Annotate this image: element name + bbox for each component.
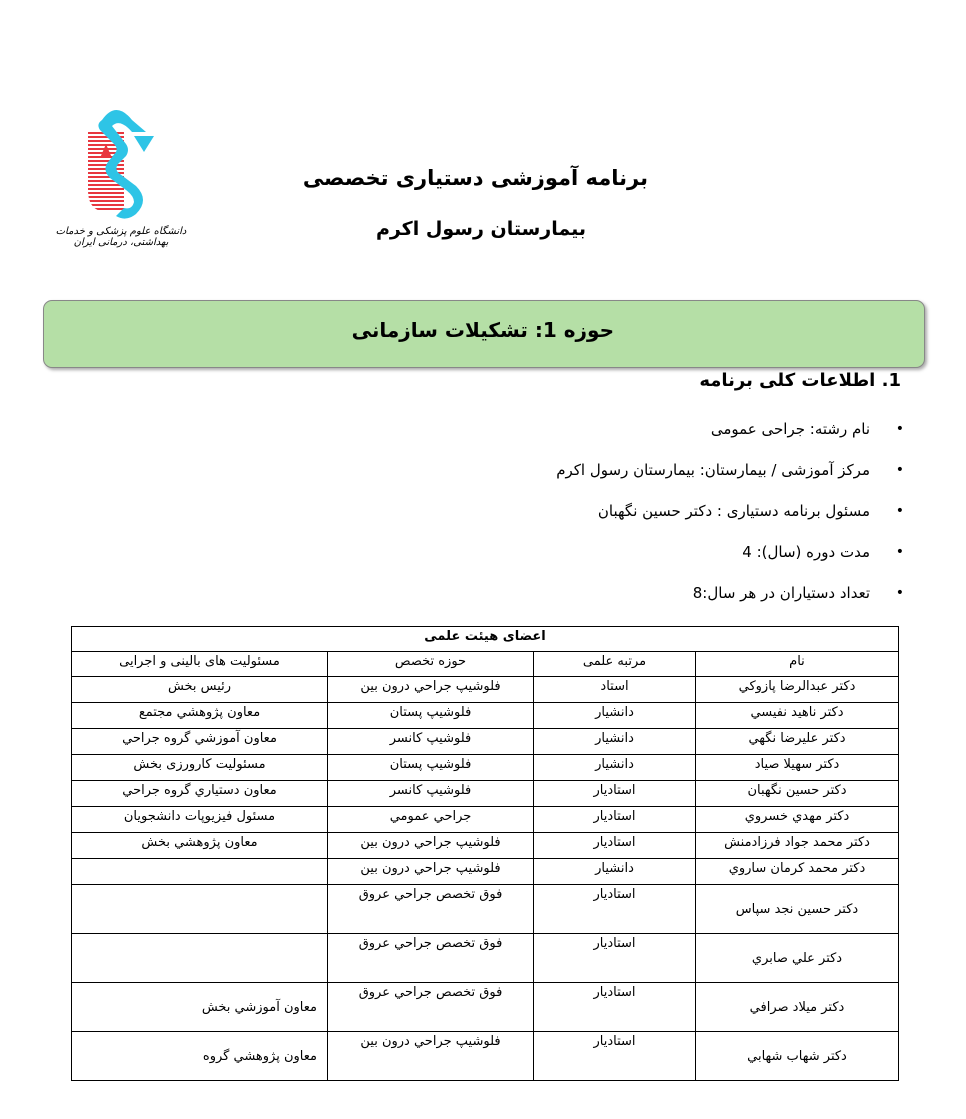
faculty-responsibility-cell: مسئوليت كارورزی بخش xyxy=(72,755,328,781)
faculty-name-cell: دکتر حسين نجد سپاس xyxy=(696,885,899,934)
faculty-rank-cell: استاديار xyxy=(534,983,696,1032)
list-item: • مدت دوره (سال): 4 xyxy=(556,535,870,576)
bullet-icon: • xyxy=(895,544,904,560)
table-row xyxy=(72,807,899,833)
faculty-specialty-cell: فلوشيپ جراحي درون بين xyxy=(328,859,534,885)
list-item: • مسئول برنامه دستیاری : دکتر حسین نگهبان xyxy=(556,494,870,535)
table-row xyxy=(72,934,899,983)
faculty-specialty-cell: فوق تخصص جراحي عروق xyxy=(328,983,534,1032)
section-title: حوزه 1: تشکیلات سازمانی xyxy=(351,318,614,342)
faculty-name-cell: دکتر عليرضا نگهي xyxy=(696,729,899,755)
table-row xyxy=(72,885,899,934)
list-item: • تعداد دستیاران در هر سال:8 xyxy=(556,576,870,617)
list-item: • نام رشته: جراحی عمومی xyxy=(556,412,870,453)
faculty-rank-cell: استاديار xyxy=(534,1032,696,1081)
faculty-name-cell: دکتر محمد كرمان ساروي xyxy=(696,859,899,885)
table-row xyxy=(72,859,899,885)
faculty-specialty-cell: فلوشيپ جراحي درون بين xyxy=(328,677,534,703)
column-header-name: نام xyxy=(696,652,899,677)
faculty-rank-cell: استاديار xyxy=(534,885,696,934)
faculty-responsibility-cell: معاون پژوهشي گروه xyxy=(72,1032,328,1081)
table-row xyxy=(72,1032,899,1081)
faculty-rank-cell: دانشيار xyxy=(534,755,696,781)
faculty-specialty-cell: فلوشيپ پستان xyxy=(328,703,534,729)
faculty-responsibility-cell xyxy=(72,885,328,934)
faculty-table xyxy=(71,626,899,1081)
faculty-responsibility-cell: رئيس بخش xyxy=(72,677,328,703)
faculty-responsibility-cell: مسئول فيزيوپات دانشجويان xyxy=(72,807,328,833)
faculty-name-cell: دکتر شهاب شهابي xyxy=(696,1032,899,1081)
faculty-rank-cell: دانشيار xyxy=(534,859,696,885)
faculty-name-cell: دکتر حسين نگهبان xyxy=(696,781,899,807)
faculty-name-cell: دکتر سهيلا صياد xyxy=(696,755,899,781)
table-caption: اعضای هیئت علمی xyxy=(72,627,899,652)
faculty-specialty-cell: فوق تخصص جراحي عروق xyxy=(328,885,534,934)
faculty-responsibility-cell xyxy=(72,934,328,983)
general-info-list xyxy=(556,412,904,617)
column-header-responsibility: مسئولیت های بالینی و اجرایی xyxy=(72,652,328,677)
faculty-specialty-cell: فلوشيپ جراحي درون بين xyxy=(328,833,534,859)
faculty-responsibility-cell: معاون دستياري گروه جراحي xyxy=(72,781,328,807)
faculty-responsibility-cell: معاون آموزشي بخش xyxy=(72,983,328,1032)
faculty-name-cell: دکتر ميلاد صرافي xyxy=(696,983,899,1032)
bullet-icon: • xyxy=(895,421,904,437)
faculty-rank-cell: استاديار xyxy=(534,833,696,859)
faculty-specialty-cell: جراحي عمومي xyxy=(328,807,534,833)
general-info-heading: 1. اطلاعات کلی برنامه xyxy=(699,370,901,391)
list-item: • مرکز آموزشی / بیمارستان: بیمارستان رسول اکرم xyxy=(556,453,870,494)
faculty-rank-cell: استاديار xyxy=(534,781,696,807)
table-row xyxy=(72,833,899,859)
faculty-specialty-cell: فوق تخصص جراحي عروق xyxy=(328,934,534,983)
faculty-responsibility-cell xyxy=(72,859,328,885)
table-row xyxy=(72,703,899,729)
table-row xyxy=(72,983,899,1032)
faculty-specialty-cell: فلوشيپ كانسر xyxy=(328,729,534,755)
faculty-rank-cell: استاد xyxy=(534,677,696,703)
faculty-responsibility-cell: معاون پژوهشي مجتمع xyxy=(72,703,328,729)
hospital-title: بیمارستان رسول اکرم xyxy=(375,218,586,240)
column-header-specialty: حوزه تخصص xyxy=(328,652,534,677)
faculty-name-cell: دکتر علي صابري xyxy=(696,934,899,983)
faculty-rank-cell: استاديار xyxy=(534,807,696,833)
bullet-icon: • xyxy=(895,462,904,478)
faculty-name-cell: دکتر ناهيد نفيسي xyxy=(696,703,899,729)
bullet-icon: • xyxy=(895,585,904,601)
faculty-name-cell: دکتر مهدي خسروي xyxy=(696,807,899,833)
bullet-icon: • xyxy=(895,503,904,519)
section-banner xyxy=(43,300,925,368)
table-row xyxy=(72,781,899,807)
table-row xyxy=(72,677,899,703)
table-row xyxy=(72,729,899,755)
faculty-name-cell: دکتر عبدالرضا پازوكي xyxy=(696,677,899,703)
faculty-responsibility-cell: معاون پژوهشي بخش xyxy=(72,833,328,859)
document-title: برنامه آموزشی دستیاری تخصصی xyxy=(302,166,648,190)
faculty-specialty-cell: فلوشيپ كانسر xyxy=(328,781,534,807)
table-row xyxy=(72,755,899,781)
faculty-specialty-cell: فلوشيپ جراحي درون بين xyxy=(328,1032,534,1081)
logo-caption: دانشگاه علوم پزشکی و خدمات بهداشتی، درمانی ایران xyxy=(55,226,187,248)
faculty-name-cell: دکتر محمد جواد فرزادمنش xyxy=(696,833,899,859)
faculty-rank-cell: دانشيار xyxy=(534,729,696,755)
column-header-rank: مرتبه علمی xyxy=(534,652,696,677)
faculty-rank-cell: دانشيار xyxy=(534,703,696,729)
faculty-specialty-cell: فلوشيپ پستان xyxy=(328,755,534,781)
faculty-responsibility-cell: معاون آموزشي گروه جراحي xyxy=(72,729,328,755)
faculty-rank-cell: استاديار xyxy=(534,934,696,983)
